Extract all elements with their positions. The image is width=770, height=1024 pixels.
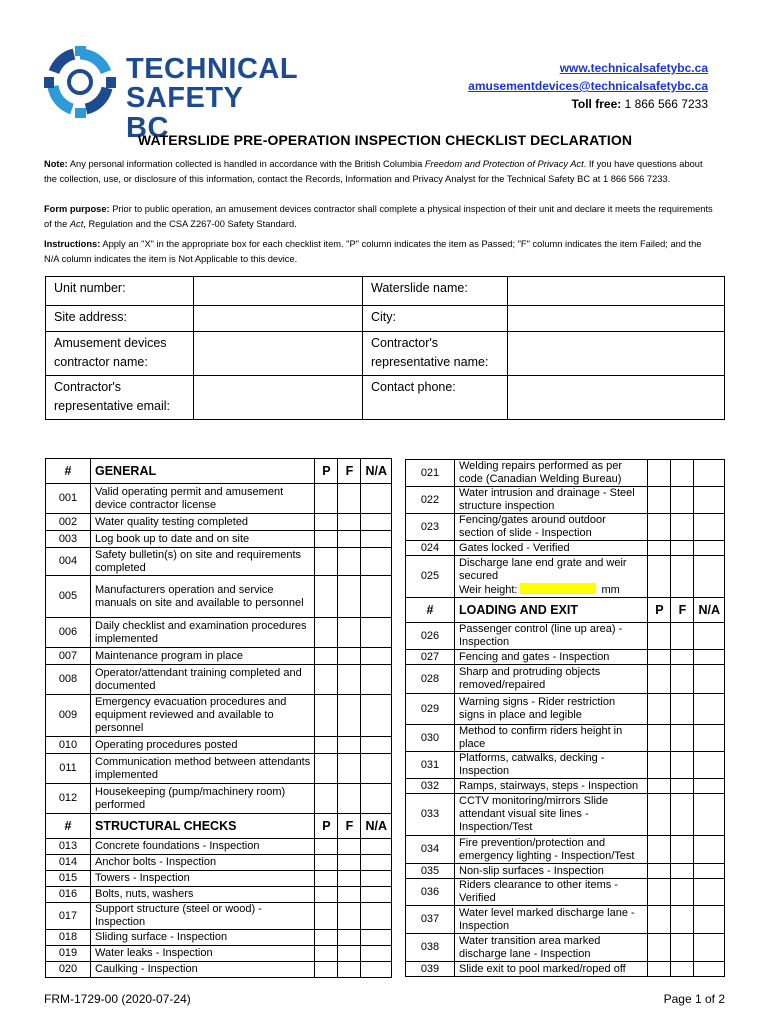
item-number: 001 — [46, 484, 91, 514]
item-description: Manufacturers operation and service manuals on site and available to personnel — [91, 576, 315, 618]
checkbox-na[interactable] — [361, 903, 392, 930]
checkbox-f[interactable] — [338, 871, 361, 887]
logo-text-technical: TECHNICAL — [126, 53, 299, 85]
checkbox-p[interactable] — [315, 839, 338, 855]
checkbox-p[interactable] — [315, 784, 338, 814]
checkbox-f[interactable] — [338, 784, 361, 814]
checkbox-p[interactable] — [315, 754, 338, 784]
checklist-row — [406, 665, 725, 694]
checkbox-f[interactable] — [671, 541, 694, 556]
checkbox-f[interactable] — [338, 665, 361, 695]
checklist-row — [46, 887, 392, 903]
checklist-row — [406, 879, 725, 906]
page-number: Page 1 of 2 — [663, 992, 725, 1006]
checkbox-p[interactable] — [648, 962, 671, 977]
checkbox-f[interactable] — [338, 903, 361, 930]
item-number: 026 — [406, 623, 455, 650]
checkbox-p[interactable] — [315, 930, 338, 946]
col-f-header: F — [338, 459, 361, 484]
checkbox-na[interactable] — [361, 930, 392, 946]
checkbox-f[interactable] — [671, 514, 694, 541]
checkbox-p[interactable] — [648, 514, 671, 541]
checkbox-f[interactable] — [671, 487, 694, 514]
checkbox-p[interactable] — [315, 855, 338, 871]
site-address-label: Site address: — [46, 306, 194, 332]
checklist-row — [46, 695, 392, 737]
checkbox-p[interactable] — [315, 618, 338, 648]
checkbox-na[interactable] — [361, 962, 392, 978]
section-header-row — [406, 598, 725, 623]
item-description: Operating procedures posted — [91, 737, 315, 754]
checklist-row — [406, 541, 725, 556]
item-number: 024 — [406, 541, 455, 556]
checkbox-f[interactable] — [671, 962, 694, 977]
checkbox-f[interactable] — [671, 934, 694, 962]
note-paragraph: Note: Any personal information collected is handled in accordance with the British Columbia Freedom and Protection of Privacy Act. If you have questions about the collection, use, or disclosure of this information, contact the Records, Information and Privacy Analyst for the Technical Safety BC at 1 866 566 7233. — [44, 159, 703, 184]
item-description: Daily checklist and examination procedures implemented — [91, 618, 315, 648]
checklist-row — [46, 618, 392, 648]
item-number: 031 — [406, 752, 455, 779]
section-header-row — [46, 814, 392, 839]
checkbox-na[interactable] — [694, 879, 725, 906]
item-description: Riders clearance to other items - Verified — [455, 879, 648, 906]
item-number: 004 — [46, 548, 91, 576]
item-number: 032 — [406, 779, 455, 794]
checkbox-f[interactable] — [338, 754, 361, 784]
checkbox-na[interactable] — [694, 460, 725, 487]
checkbox-p[interactable] — [315, 946, 338, 962]
checkbox-f[interactable] — [338, 855, 361, 871]
contractor-name-label: Amusement devices contractor name: — [46, 332, 194, 376]
general-structural-checklist — [45, 458, 392, 978]
checklist-row — [406, 623, 725, 650]
checkbox-p[interactable] — [315, 871, 338, 887]
item-description: Water intrusion and drainage - Steel structure inspection — [455, 487, 648, 514]
checkbox-na[interactable] — [694, 752, 725, 779]
contact-phone-label: Contact phone: — [363, 376, 508, 420]
item-number: 011 — [46, 754, 91, 784]
checkbox-na[interactable] — [694, 514, 725, 541]
item-number: 039 — [406, 962, 455, 977]
item-description: Log book up to date and on site — [91, 531, 315, 548]
checkbox-f[interactable] — [338, 576, 361, 618]
checkbox-p[interactable] — [648, 665, 671, 694]
checklist-row — [46, 946, 392, 962]
checkbox-p[interactable] — [315, 531, 338, 548]
item-description: Discharge lane end grate and weir secured Weir height: mm — [455, 556, 648, 598]
checklist-row — [406, 864, 725, 879]
checkbox-p[interactable] — [648, 623, 671, 650]
item-description: Communication method between attendants implemented — [91, 754, 315, 784]
item-description: Sliding surface - Inspection — [91, 930, 315, 946]
item-description: Bolts, nuts, washers — [91, 887, 315, 903]
checkbox-f[interactable] — [338, 737, 361, 754]
checklist-row — [46, 903, 392, 930]
checkbox-na[interactable] — [694, 836, 725, 864]
col-na-header: N/A — [361, 459, 392, 484]
item-description: Support structure (steel or wood) - Inspection — [91, 903, 315, 930]
checkbox-f[interactable] — [338, 648, 361, 665]
checkbox-na[interactable] — [361, 665, 392, 695]
checkbox-f[interactable] — [338, 531, 361, 548]
checkbox-f[interactable] — [671, 556, 694, 598]
checkbox-p[interactable] — [315, 665, 338, 695]
item-number: 002 — [46, 514, 91, 531]
item-description: Non-slip surfaces - Inspection — [455, 864, 648, 879]
checkbox-na[interactable] — [694, 962, 725, 977]
checklist-row — [406, 934, 725, 962]
item-number: 027 — [406, 650, 455, 665]
item-number: 034 — [406, 836, 455, 864]
checkbox-p[interactable] — [648, 934, 671, 962]
item-number: 033 — [406, 794, 455, 836]
item-description: Emergency evacuation procedures and equipment reviewed and available to personnel — [91, 695, 315, 737]
checklist-row — [406, 906, 725, 934]
checkbox-p[interactable] — [648, 752, 671, 779]
checkbox-f[interactable] — [671, 460, 694, 487]
item-number: 005 — [46, 576, 91, 618]
checkbox-p[interactable] — [648, 541, 671, 556]
col-na-header: N/A — [361, 814, 392, 839]
checklist-row — [46, 784, 392, 814]
form-id: FRM-1729-00 (2020-07-24) — [44, 992, 191, 1006]
section-heading: LOADING AND EXIT — [455, 598, 648, 623]
item-number: 014 — [46, 855, 91, 871]
city-label: City: — [363, 306, 508, 332]
checklist-row — [406, 962, 725, 977]
checkbox-f[interactable] — [338, 962, 361, 978]
checklist-row — [406, 556, 725, 598]
section-heading: GENERAL — [91, 459, 315, 484]
checkbox-f[interactable] — [671, 779, 694, 794]
col-f-header: F — [671, 598, 694, 623]
email-link[interactable]: amusementdevices@technicalsafetybc.ca — [468, 79, 708, 93]
checkbox-f[interactable] — [338, 887, 361, 903]
checklist-row — [406, 650, 725, 665]
col-p-header: P — [315, 459, 338, 484]
checkbox-na[interactable] — [361, 839, 392, 855]
checkbox-na[interactable] — [361, 855, 392, 871]
technical-safety-bc-logo — [44, 42, 299, 144]
checklist-row — [406, 460, 725, 487]
item-number: 025 — [406, 556, 455, 598]
checkbox-na[interactable] — [694, 725, 725, 752]
checklist-row — [46, 962, 392, 978]
checkbox-f[interactable] — [338, 839, 361, 855]
checkbox-f[interactable] — [338, 618, 361, 648]
item-description: Water quality testing completed — [91, 514, 315, 531]
rep-name-label: Contractor's representative name: — [363, 332, 508, 376]
col-num-header: # — [406, 598, 455, 623]
item-number: 012 — [46, 784, 91, 814]
checkbox-p[interactable] — [648, 694, 671, 725]
item-description: Water transition area marked discharge lane - Inspection — [455, 934, 648, 962]
item-number: 006 — [46, 618, 91, 648]
contact-phone-field[interactable] — [508, 376, 725, 420]
checkbox-p[interactable] — [648, 864, 671, 879]
col-num-header: # — [46, 459, 91, 484]
item-description: Fire prevention/protection and emergency lighting - Inspection/Test — [455, 836, 648, 864]
checkbox-f[interactable] — [671, 650, 694, 665]
toll-free: Toll free: 1 866 566 7233 — [571, 97, 708, 111]
item-number: 018 — [46, 930, 91, 946]
item-description: Valid operating permit and amusement device contractor license — [91, 484, 315, 514]
checkbox-f[interactable] — [671, 906, 694, 934]
item-description: Passenger control (line up area) - Inspection — [455, 623, 648, 650]
checkbox-na[interactable] — [361, 618, 392, 648]
checklist-row — [46, 737, 392, 754]
item-number: 019 — [46, 946, 91, 962]
item-number: 028 — [406, 665, 455, 694]
checkbox-p[interactable] — [648, 879, 671, 906]
checkbox-f[interactable] — [338, 548, 361, 576]
checkbox-f[interactable] — [671, 665, 694, 694]
unit-number-field[interactable] — [194, 277, 363, 306]
structural-loading-checklist — [405, 459, 725, 977]
item-description: Anchor bolts - Inspection — [91, 855, 315, 871]
checkbox-f[interactable] — [671, 694, 694, 725]
item-number: 037 — [406, 906, 455, 934]
checkbox-p[interactable] — [315, 576, 338, 618]
checkbox-p[interactable] — [315, 737, 338, 754]
checkbox-na[interactable] — [361, 695, 392, 737]
checkbox-p[interactable] — [648, 779, 671, 794]
weir-height-label: Weir height: — [459, 583, 518, 596]
checklist-row — [46, 484, 392, 514]
checkbox-p[interactable] — [315, 548, 338, 576]
checkbox-na[interactable] — [694, 487, 725, 514]
checkbox-na[interactable] — [361, 887, 392, 903]
checkbox-f[interactable] — [671, 864, 694, 879]
website-link[interactable]: www.technicalsafetybc.ca — [559, 61, 708, 75]
unit-number-label: Unit number: — [46, 277, 194, 306]
checklist-row — [46, 531, 392, 548]
rep-email-label: Contractor's representative email: — [46, 376, 194, 420]
checklist-row — [46, 665, 392, 695]
col-p-header: P — [648, 598, 671, 623]
checkbox-f[interactable] — [338, 695, 361, 737]
checkbox-f[interactable] — [338, 484, 361, 514]
checklist-row — [46, 855, 392, 871]
item-number: 015 — [46, 871, 91, 887]
checkbox-p[interactable] — [315, 484, 338, 514]
checkbox-na[interactable] — [694, 694, 725, 725]
checkbox-f[interactable] — [671, 623, 694, 650]
checkbox-na[interactable] — [361, 514, 392, 531]
item-description: Maintenance program in place — [91, 648, 315, 665]
item-number: 007 — [46, 648, 91, 665]
item-number: 035 — [406, 864, 455, 879]
checklist-row — [406, 725, 725, 752]
checklist-row — [46, 648, 392, 665]
city-field[interactable] — [508, 306, 725, 332]
checkbox-na[interactable] — [361, 531, 392, 548]
rep-name-field[interactable] — [508, 332, 725, 376]
rep-email-field[interactable] — [194, 376, 363, 420]
item-description: Safety bulletin(s) on site and requirements completed — [91, 548, 315, 576]
item-description: Towers - Inspection — [91, 871, 315, 887]
item-number: 017 — [46, 903, 91, 930]
checkbox-na[interactable] — [361, 754, 392, 784]
checkbox-p[interactable] — [315, 887, 338, 903]
item-number: 009 — [46, 695, 91, 737]
checkbox-na[interactable] — [694, 556, 725, 598]
gear-logo-icon — [44, 46, 116, 118]
checklist-row — [46, 754, 392, 784]
col-num-header: # — [46, 814, 91, 839]
checklist-row — [46, 548, 392, 576]
checkbox-f[interactable] — [338, 946, 361, 962]
item-number: 021 — [406, 460, 455, 487]
item-description: Concrete foundations - Inspection — [91, 839, 315, 855]
checkbox-p[interactable] — [648, 725, 671, 752]
item-description: Operator/attendant training completed and documented — [91, 665, 315, 695]
item-number: 029 — [406, 694, 455, 725]
item-number: 020 — [46, 962, 91, 978]
checklist-row — [406, 514, 725, 541]
checkbox-na[interactable] — [361, 484, 392, 514]
site-address-field[interactable] — [194, 306, 363, 332]
item-description: Method to confirm riders height in place — [455, 725, 648, 752]
item-description: Slide exit to pool marked/roped off — [455, 962, 648, 977]
checkbox-f[interactable] — [338, 930, 361, 946]
checklist-row — [46, 871, 392, 887]
instructions-paragraph: Instructions: Apply an "X" in the appropriate box for each checklist item. "P" column indicates the item as Passed; "F" column indicates the item Failed; and the N/A column indicates the item is Not Applicable to this device. — [44, 239, 702, 264]
checkbox-p[interactable] — [648, 487, 671, 514]
checkbox-na[interactable] — [361, 648, 392, 665]
contact-block — [468, 59, 708, 113]
checkbox-na[interactable] — [694, 934, 725, 962]
checkbox-na[interactable] — [361, 576, 392, 618]
waterslide-name-label: Waterslide name: — [363, 277, 508, 306]
weir-height-input[interactable] — [520, 583, 596, 594]
item-description: Platforms, catwalks, decking - Inspection — [455, 752, 648, 779]
contractor-name-field[interactable] — [194, 332, 363, 376]
unit-info-table — [45, 276, 725, 420]
checkbox-f[interactable] — [671, 725, 694, 752]
checkbox-p[interactable] — [648, 906, 671, 934]
item-number: 023 — [406, 514, 455, 541]
checkbox-na[interactable] — [361, 548, 392, 576]
waterslide-name-field[interactable] — [508, 277, 725, 306]
item-number: 013 — [46, 839, 91, 855]
item-number: 016 — [46, 887, 91, 903]
item-number: 022 — [406, 487, 455, 514]
checkbox-f[interactable] — [671, 879, 694, 906]
checklist-row — [46, 839, 392, 855]
checkbox-f[interactable] — [671, 836, 694, 864]
item-description: Welding repairs performed as per code (Canadian Welding Bureau) — [455, 460, 648, 487]
checkbox-p[interactable] — [315, 962, 338, 978]
checkbox-f[interactable] — [671, 794, 694, 836]
checklist-row — [46, 514, 392, 531]
purpose-paragraph: Form purpose: Prior to public operation, an amusement devices contractor shall complete a physical inspection of their unit and declare it meets the requirements of the Act, Regulation and the CSA Z267-00 Safety Standard. — [44, 204, 713, 229]
checkbox-p[interactable] — [648, 836, 671, 864]
checkbox-p[interactable] — [648, 794, 671, 836]
checkbox-p[interactable] — [648, 556, 671, 598]
checkbox-na[interactable] — [694, 623, 725, 650]
checklist-row — [406, 794, 725, 836]
checklist-row — [46, 930, 392, 946]
item-description: Sharp and protruding objects removed/repaired — [455, 665, 648, 694]
section-heading: STRUCTURAL CHECKS — [91, 814, 315, 839]
checkbox-na[interactable] — [694, 906, 725, 934]
item-number: 008 — [46, 665, 91, 695]
checklist-row — [46, 576, 392, 618]
checkbox-p[interactable] — [315, 695, 338, 737]
item-number: 036 — [406, 879, 455, 906]
col-p-header: P — [315, 814, 338, 839]
checkbox-na[interactable] — [361, 737, 392, 754]
checkbox-na[interactable] — [694, 541, 725, 556]
checkbox-na[interactable] — [361, 946, 392, 962]
section-header-row — [46, 459, 392, 484]
checkbox-f[interactable] — [338, 514, 361, 531]
item-description: Warning signs - Rider restriction signs in place and legible — [455, 694, 648, 725]
checkbox-na[interactable] — [694, 650, 725, 665]
item-description: Ramps, stairways, steps - Inspection — [455, 779, 648, 794]
item-description: Fencing and gates - Inspection — [455, 650, 648, 665]
item-description: Water level marked discharge lane - Inspection — [455, 906, 648, 934]
checklist-row — [406, 779, 725, 794]
checkbox-na[interactable] — [361, 871, 392, 887]
item-number: 003 — [46, 531, 91, 548]
checkbox-na[interactable] — [694, 779, 725, 794]
checklist-row — [406, 752, 725, 779]
page-title: WATERSLIDE PRE-OPERATION INSPECTION CHECKLIST DECLARATION — [137, 132, 633, 148]
checkbox-f[interactable] — [671, 752, 694, 779]
item-description: Housekeeping (pump/machinery room) performed — [91, 784, 315, 814]
weir-height-unit: mm — [601, 583, 620, 596]
checkbox-p[interactable] — [315, 514, 338, 531]
item-description: Water leaks - Inspection — [91, 946, 315, 962]
checkbox-na[interactable] — [694, 864, 725, 879]
item-description: Gates locked - Verified — [455, 541, 648, 556]
checkbox-na[interactable] — [694, 665, 725, 694]
checklist-row — [406, 487, 725, 514]
checklist-row — [406, 694, 725, 725]
item-number: 010 — [46, 737, 91, 754]
checklist-row — [406, 836, 725, 864]
logo-text-safety-bc: SAFETY BC — [126, 82, 243, 144]
item-number: 038 — [406, 934, 455, 962]
item-description: Caulking - Inspection — [91, 962, 315, 978]
item-description: Fencing/gates around outdoor section of slide - Inspection — [455, 514, 648, 541]
col-f-header: F — [338, 814, 361, 839]
checkbox-na[interactable] — [361, 784, 392, 814]
checkbox-p[interactable] — [648, 650, 671, 665]
checkbox-p[interactable] — [315, 903, 338, 930]
item-description: CCTV monitoring/mirrors Slide attendant visual site lines - Inspection/Test — [455, 794, 648, 836]
checkbox-p[interactable] — [648, 460, 671, 487]
col-na-header: N/A — [694, 598, 725, 623]
checkbox-na[interactable] — [694, 794, 725, 836]
item-number: 030 — [406, 725, 455, 752]
checkbox-p[interactable] — [315, 648, 338, 665]
